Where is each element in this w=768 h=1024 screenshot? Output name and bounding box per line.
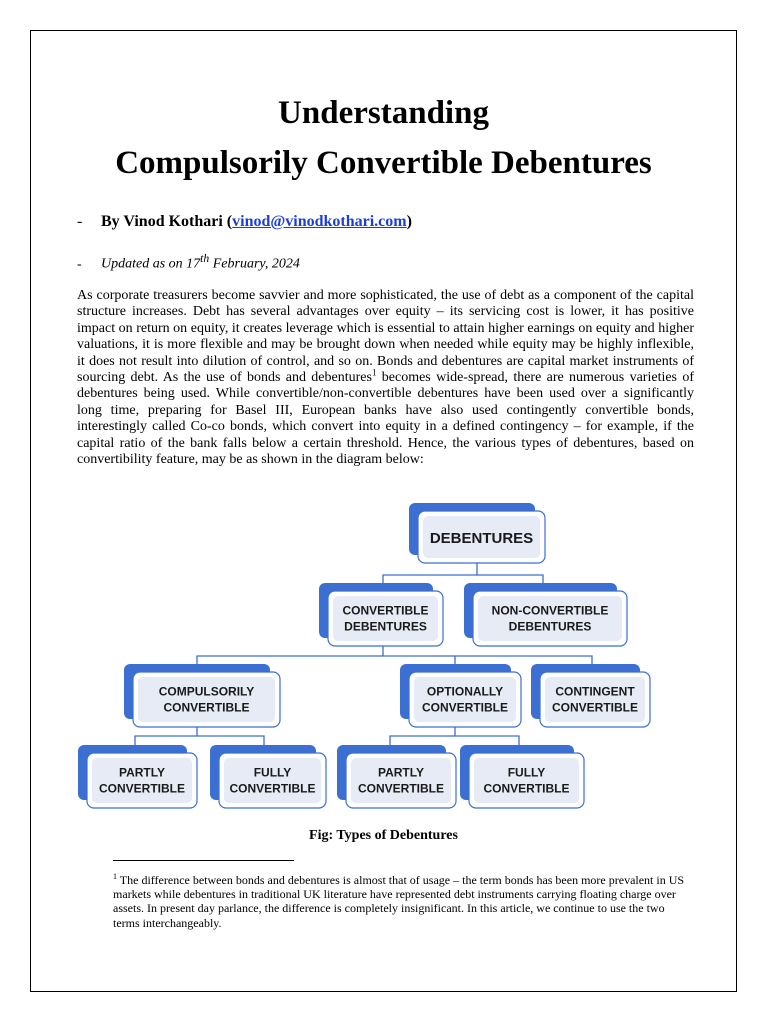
- box-non-convertible-label-1: NON-CONVERTIBLE: [491, 603, 609, 618]
- para-part-2: becomes wide-spread, there are numerous varieties of debentures being used. While convertible/non-convertible debentures have been used over a significantly long time, preparing for Basel III, European banks have also used contingently convertible bonds, interestingly called Co-co bonds, which convert into equity in a defined contingency – for example, if the capital ratio of the bank falls below a certain threshold. Hence, the various types of debentures, based on convertibility feature, may be as shown in the diagram below:: [77, 370, 694, 468]
- box-oc-fully-label-2: CONVERTIBLE: [483, 781, 570, 796]
- box-non-convertible-label-2: DEBENTURES: [508, 619, 592, 634]
- box-cc-partly-label-1: PARTLY: [118, 765, 166, 780]
- footnote-ref[interactable]: 1: [371, 367, 377, 378]
- box-optionally-label-2: CONVERTIBLE: [421, 700, 509, 715]
- box-convertible: [319, 583, 443, 646]
- footnote-number: 1: [113, 872, 117, 881]
- box-oc-partly-label-2: CONVERTIBLE: [357, 781, 445, 796]
- box-compulsorily-label-2: CONVERTIBLE: [163, 700, 250, 715]
- box-cc-fully: [210, 745, 326, 808]
- box-cc-partly-label-2: CONVERTIBLE: [98, 781, 186, 796]
- footnote-rule: [113, 860, 294, 861]
- box-convertible-label-1: CONVERTIBLE: [342, 603, 429, 618]
- box-contingent-label-1: CONTINGENT: [555, 684, 635, 699]
- box-compulsorily: [124, 664, 280, 727]
- box-compulsorily-label-1: COMPULSORILY: [158, 684, 255, 699]
- box-convertible-label-2: DEBENTURES: [344, 619, 427, 634]
- box-contingent-label-2: CONVERTIBLE: [551, 700, 639, 715]
- byline-suffix: ): [406, 213, 412, 230]
- box-optionally: [400, 664, 521, 727]
- box-oc-fully: [460, 745, 584, 808]
- updated-suffix: February, 2024: [209, 256, 300, 272]
- box-optionally-label-1: OPTIONALLY: [426, 684, 504, 699]
- byline-dash: -: [77, 213, 83, 230]
- box-cc-fully-label-1: FULLY: [253, 765, 292, 780]
- box-root: [409, 503, 545, 563]
- author-email-link[interactable]: vinod@vinodkothari.com: [232, 213, 407, 230]
- box-cc-partly: [78, 745, 197, 808]
- updated-dash: -: [77, 256, 82, 272]
- para-part-1: As corporate treasurers become savvier and more sophisticated, the use of debt as a component of the capital structure increases. Debt has several advantages over equity – its servicing cost is lower, it has positive impact on return on equity, it creates leverage which is essential to attain higher earnings on equity and higher valuations, it is more flexible and may be brought down when needed while equity may be highly inflexible, it does not result into dilution of control, and so on. Bonds and debentures are capital market instruments of sourcing debt. As the use of bonds and debentures: [77, 288, 694, 386]
- box-non-convertible: [464, 583, 627, 646]
- box-oc-fully-label-1: FULLY: [507, 765, 546, 780]
- byline-prefix: By Vinod Kothari (: [101, 213, 233, 230]
- footnote: [113, 870, 693, 930]
- updated-sup: th: [200, 252, 210, 265]
- box-cc-fully-label-2: CONVERTIBLE: [229, 781, 316, 796]
- updated-prefix: Updated as on 17: [101, 256, 201, 272]
- box-oc-partly-label-1: PARTLY: [377, 765, 425, 780]
- title-line-2: Compulsorily Convertible Debentures: [115, 145, 652, 181]
- footnote-text: The difference between bonds and debentures is almost that of usage – the term bonds has been more prevalent in US markets while debentures in traditional UK literature have represented debt instruments carrying floating charge over assets. In present day parlance, the difference is completely insignificant. In this article, we continue to use the two terms interchangeably.: [113, 873, 685, 930]
- figure-caption: Fig: Types of Debentures: [309, 828, 458, 843]
- box-root-label-1: DEBENTURES: [429, 530, 534, 547]
- title-line-1: Understanding: [278, 95, 489, 131]
- box-contingent: [531, 664, 650, 727]
- box-oc-partly: [337, 745, 456, 808]
